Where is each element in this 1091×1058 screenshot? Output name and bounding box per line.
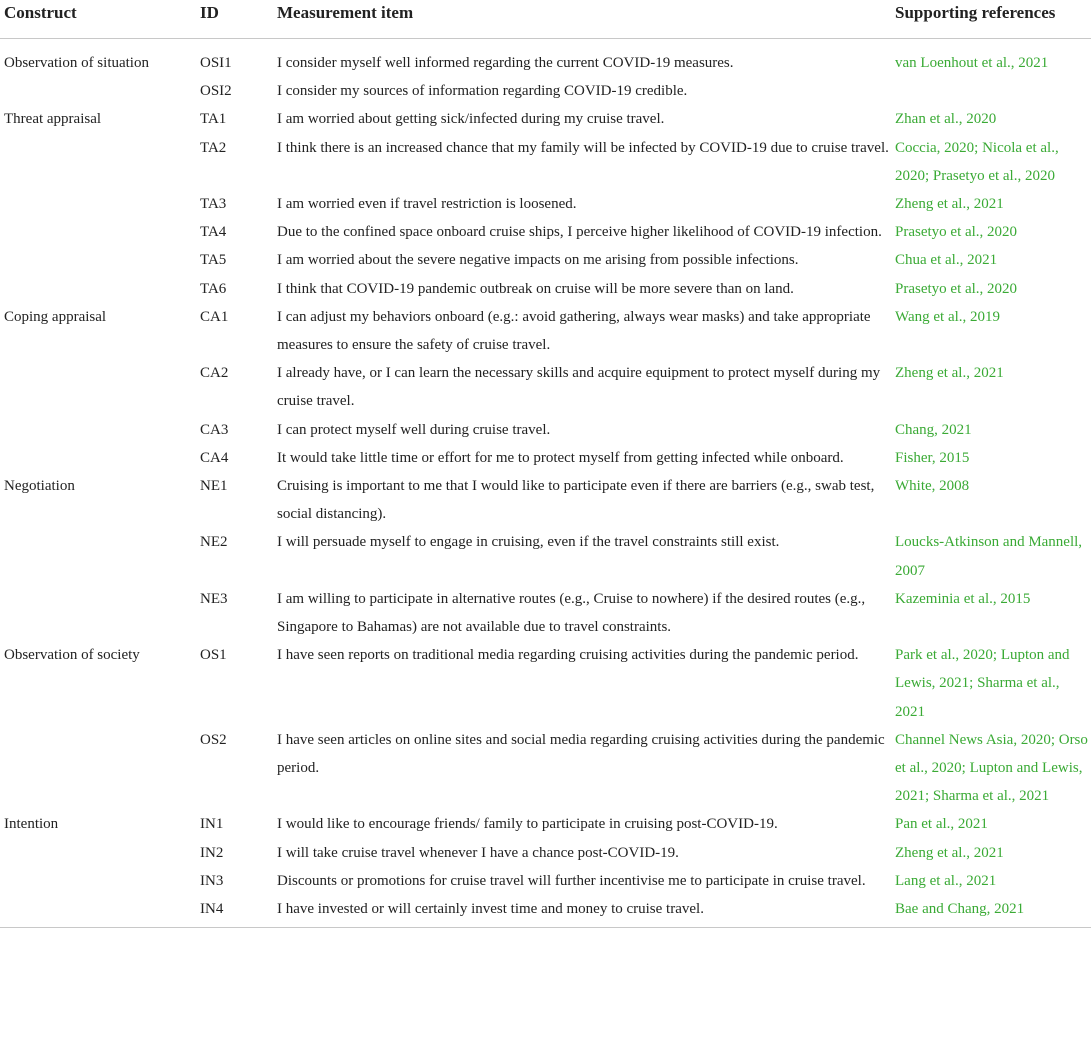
- measurement-item-cell: I have seen reports on traditional media regarding cruising activities during the pandemic period.: [277, 647, 859, 664]
- construct-cell: Observation of situation: [4, 55, 149, 71]
- reference-cell[interactable]: White, 2008: [895, 478, 970, 495]
- construct-cell: [0, 359, 196, 415]
- id-cell: TA6: [200, 280, 227, 297]
- reference-cell[interactable]: Fisher, 2015: [895, 449, 970, 466]
- measurement-item-cell: It would take little time or effort for me to protect myself from getting infected while onboard.: [277, 449, 844, 466]
- construct-cell: Observation of society: [4, 647, 140, 664]
- header-construct: Construct: [4, 3, 77, 22]
- id-cell: NE1: [200, 478, 228, 495]
- table-row: [0, 585, 1091, 641]
- construct-cell: Intention: [4, 816, 59, 833]
- measurement-item-cell: I am worried even if travel restriction is loosened.: [277, 196, 577, 213]
- reference-cell[interactable]: Prasetyo et al., 2020: [895, 280, 1018, 297]
- header-row: [0, 0, 1091, 39]
- reference-cell[interactable]: Kazeminia et al., 2015: [895, 590, 1031, 607]
- id-cell: TA5: [200, 252, 227, 269]
- measurement-item-cell: I consider my sources of information regarding COVID-19 credible.: [277, 83, 688, 100]
- id-cell: IN1: [200, 816, 224, 833]
- construct-cell: [0, 190, 196, 218]
- id-cell: TA4: [200, 224, 227, 241]
- table-row: [0, 726, 1091, 811]
- reference-cell[interactable]: Lang et al., 2021: [895, 872, 997, 889]
- construct-cell: [0, 77, 196, 105]
- measurement-item-cell: I will persuade myself to engage in cruising, even if the travel constraints still exist.: [277, 534, 780, 551]
- construct-cell: Coping appraisal: [4, 308, 107, 325]
- measurement-item-cell: I am worried about the severe negative impacts on me arising from possible infections.: [277, 252, 799, 269]
- reference-cell[interactable]: Chua et al., 2021: [895, 252, 998, 269]
- construct-cell: [0, 134, 196, 190]
- header-supporting-references: Supporting references: [895, 3, 1056, 22]
- construct-cell: [0, 726, 196, 811]
- measurement-item-cell: Due to the confined space onboard cruise ships, I perceive higher likelihood of COVID-19 infection.: [277, 224, 882, 241]
- reference-cell[interactable]: van Loenhout et al., 2021: [895, 55, 1049, 71]
- construct-cell: [0, 585, 196, 641]
- id-cell: NE3: [200, 590, 228, 607]
- table-row: [0, 867, 1091, 895]
- construct-cell: [0, 839, 196, 867]
- table-row: [0, 303, 1091, 359]
- table-row: [0, 134, 1091, 190]
- id-cell: NE2: [200, 534, 228, 551]
- reference-cell[interactable]: Zhan et al., 2020: [895, 111, 997, 128]
- reference-cell[interactable]: [891, 77, 1091, 105]
- header-id: ID: [200, 3, 219, 22]
- id-cell: TA3: [200, 196, 227, 213]
- reference-cell[interactable]: Prasetyo et al., 2020: [895, 224, 1018, 241]
- measurement-item-cell: I have invested or will certainly invest time and money to cruise travel.: [277, 901, 704, 918]
- construct-cell: [0, 444, 196, 472]
- measurement-item-cell: I am willing to participate in alternative routes (e.g., Cruise to nowhere) if the desired routes (e.g., Singapore to Bahamas) are not available due to travel constraints.: [277, 590, 866, 636]
- measurement-item-cell: Cruising is important to me that I would like to participate even if there are barriers (e.g., swab test, social distancing).: [277, 478, 875, 523]
- id-cell: IN4: [200, 901, 224, 918]
- id-cell: CA2: [200, 365, 229, 382]
- id-cell: OS1: [200, 647, 227, 664]
- table-row: [0, 444, 1091, 472]
- reference-cell[interactable]: Channel News Asia, 2020; Orso et al., 2020; Lupton and Lewis, 2021; Sharma et al., 2021: [895, 731, 1088, 805]
- reference-cell[interactable]: Loucks-Atkinson and Mannell, 2007: [895, 534, 1083, 579]
- construct-cell: [0, 867, 196, 895]
- id-cell: TA1: [200, 111, 227, 128]
- table-row: [0, 810, 1091, 838]
- reference-cell[interactable]: Zheng et al., 2021: [895, 196, 1004, 213]
- table-row: [0, 528, 1091, 584]
- measurement-item-cell: I am worried about getting sick/infected during my cruise travel.: [277, 111, 665, 128]
- table-row: [0, 218, 1091, 246]
- bottom-rule: [0, 927, 1091, 928]
- id-cell: TA2: [200, 139, 227, 156]
- table-row: [0, 472, 1091, 528]
- construct-cell: Threat appraisal: [4, 111, 102, 128]
- table-row: [0, 77, 1091, 105]
- construct-cell: [0, 416, 196, 444]
- measurement-item-cell: I can adjust my behaviors onboard (e.g.: avoid gathering, always wear masks) and take appropriate measures to ensure the safety of cruise travel.: [277, 308, 871, 354]
- table-row: [0, 359, 1091, 415]
- table-row: [0, 839, 1091, 867]
- measurement-item-cell: I have seen articles on online sites and social media regarding cruising activities during the pandemic period.: [277, 731, 885, 777]
- id-cell: OSI1: [200, 55, 232, 71]
- reference-cell[interactable]: Pan et al., 2021: [895, 816, 988, 833]
- table-row: [0, 39, 1091, 78]
- reference-cell[interactable]: Park et al., 2020; Lupton and Lewis, 2021; Sharma et al., 2021: [895, 647, 1070, 720]
- id-cell: OS2: [200, 731, 227, 748]
- construct-cell: [0, 528, 196, 584]
- table-row: [0, 246, 1091, 274]
- table-row: [0, 416, 1091, 444]
- table-row: [0, 190, 1091, 218]
- construct-cell: [0, 895, 196, 927]
- construct-cell: Negotiation: [4, 478, 75, 495]
- reference-cell[interactable]: Zheng et al., 2021: [895, 844, 1004, 861]
- reference-cell[interactable]: Coccia, 2020; Nicola et al., 2020; Prasetyo et al., 2020: [895, 139, 1059, 184]
- header-measurement-item: Measurement item: [277, 3, 414, 22]
- measurement-item-cell: I think there is an increased chance that my family will be infected by COVID-19 due to cruise travel.: [277, 139, 889, 156]
- id-cell: CA3: [200, 421, 229, 438]
- measurement-item-cell: I would like to encourage friends/ family to participate in cruising post-COVID-19.: [277, 816, 778, 833]
- measurement-item-cell: I will take cruise travel whenever I have a chance post-COVID-19.: [277, 844, 679, 861]
- measurement-item-cell: I think that COVID-19 pandemic outbreak on cruise will be more severe than on land.: [277, 280, 794, 297]
- construct-cell: [0, 218, 196, 246]
- reference-cell[interactable]: Zheng et al., 2021: [895, 365, 1004, 382]
- id-cell: CA1: [200, 308, 229, 325]
- measurement-item-cell: I already have, or I can learn the necessary skills and acquire equipment to protect myself during my cruise travel.: [277, 365, 881, 410]
- measurement-item-cell: Discounts or promotions for cruise travel will further incentivise me to participate in cruise travel.: [277, 872, 866, 889]
- measurement-item-cell: I can protect myself well during cruise travel.: [277, 421, 551, 438]
- reference-cell[interactable]: Bae and Chang, 2021: [895, 901, 1025, 918]
- construct-cell: [0, 275, 196, 303]
- id-cell: IN2: [200, 844, 224, 861]
- id-cell: IN3: [200, 872, 224, 889]
- table-body: [0, 39, 1091, 928]
- id-cell: CA4: [200, 449, 229, 466]
- measurement-item-cell: I consider myself well informed regarding the current COVID-19 measures.: [277, 55, 734, 71]
- table-row: [0, 105, 1091, 133]
- table-row: [0, 895, 1091, 927]
- reference-cell[interactable]: Wang et al., 2019: [895, 308, 1001, 325]
- reference-cell[interactable]: Chang, 2021: [895, 421, 972, 438]
- construct-cell: [0, 246, 196, 274]
- id-cell: OSI2: [200, 83, 232, 100]
- table-row: [0, 641, 1091, 726]
- table-row: [0, 275, 1091, 303]
